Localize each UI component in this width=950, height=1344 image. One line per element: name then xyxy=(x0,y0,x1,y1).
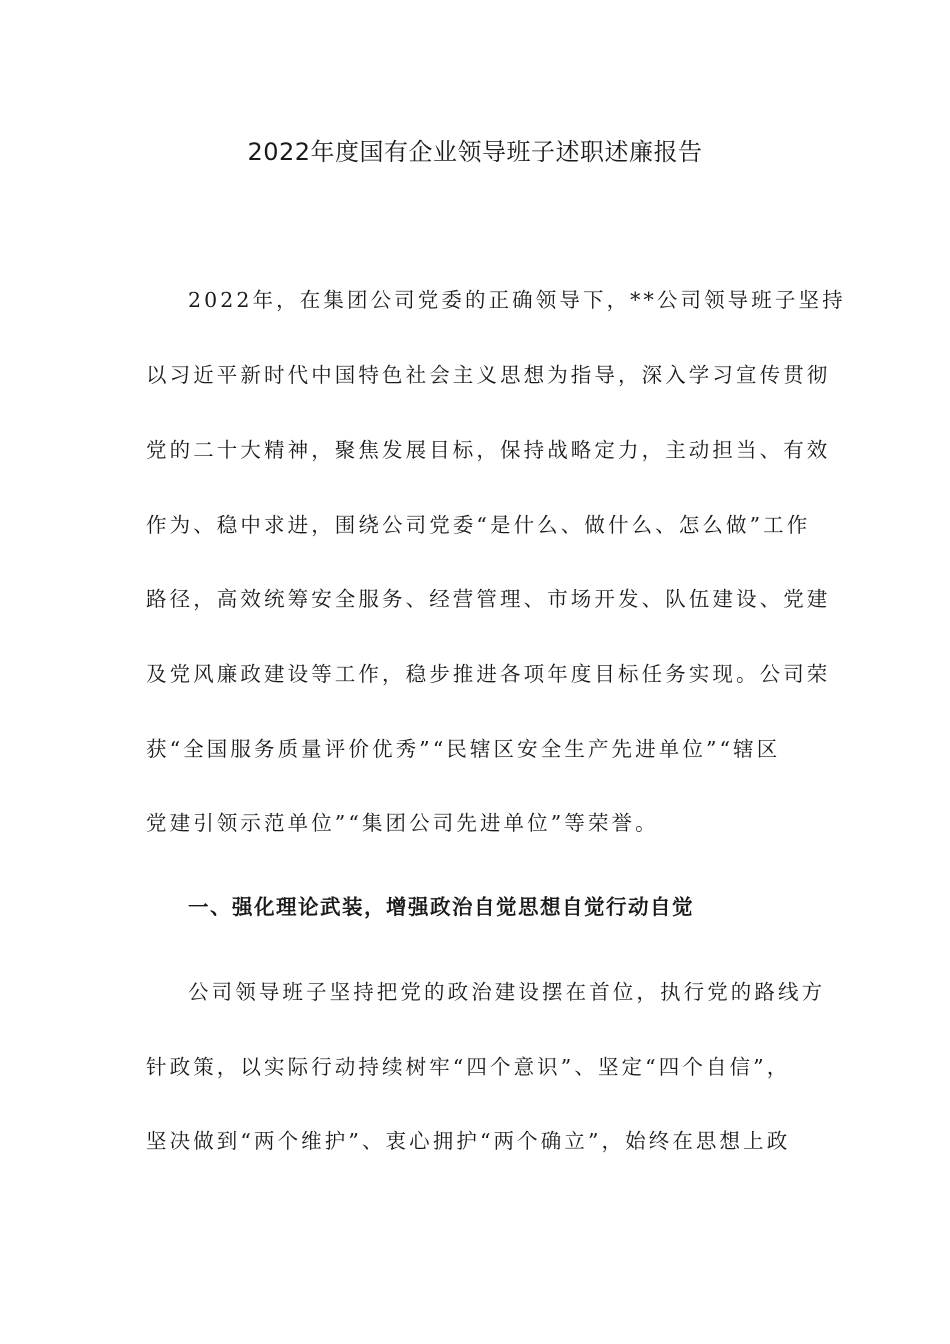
paragraph-line: 以习近平新时代中国特色社会主义思想为指导，深入学习宣传贯彻 xyxy=(146,363,831,387)
paragraph-line: 获“全国服务质量评价优秀”“民辖区安全生产先进单位”“辖区 xyxy=(146,737,781,761)
paragraph-line: 公司领导班子坚持把党的政治建设摆在首位，执行党的路线方 xyxy=(188,980,826,1004)
document-title: 2022年度国有企业领导班子述职述廉报告 xyxy=(247,138,703,166)
paragraph-line: 2022年，在集团公司党委的正确领导下，**公司领导班子坚持 xyxy=(188,288,846,312)
paragraph-line: 针政策，以实际行动持续树牢“四个意识”、坚定“四个自信”， xyxy=(146,1055,791,1079)
paragraph-line: 及党风廉政建设等工作，稳步推进各项年度目标任务实现。公司荣 xyxy=(146,662,831,686)
paragraph-line: 坚决做到“两个维护”、衷心拥护“两个确立”，始终在思想上政 xyxy=(146,1129,791,1153)
paragraph-line: 党建引领示范单位”“集团公司先进单位”等荣誉。 xyxy=(146,811,659,835)
section-heading: 一、强化理论武装，增强政治自觉思想自觉行动自觉 xyxy=(188,895,694,919)
paragraph-line: 路径，高效统筹安全服务、经营管理、市场开发、队伍建设、党建 xyxy=(146,587,831,611)
paragraph-line: 党的二十大精神，聚焦发展目标，保持战略定力，主动担当、有效 xyxy=(146,438,831,462)
paragraph-line: 作为、稳中求进，围绕公司党委“是什么、做什么、怎么做”工作 xyxy=(146,513,811,537)
